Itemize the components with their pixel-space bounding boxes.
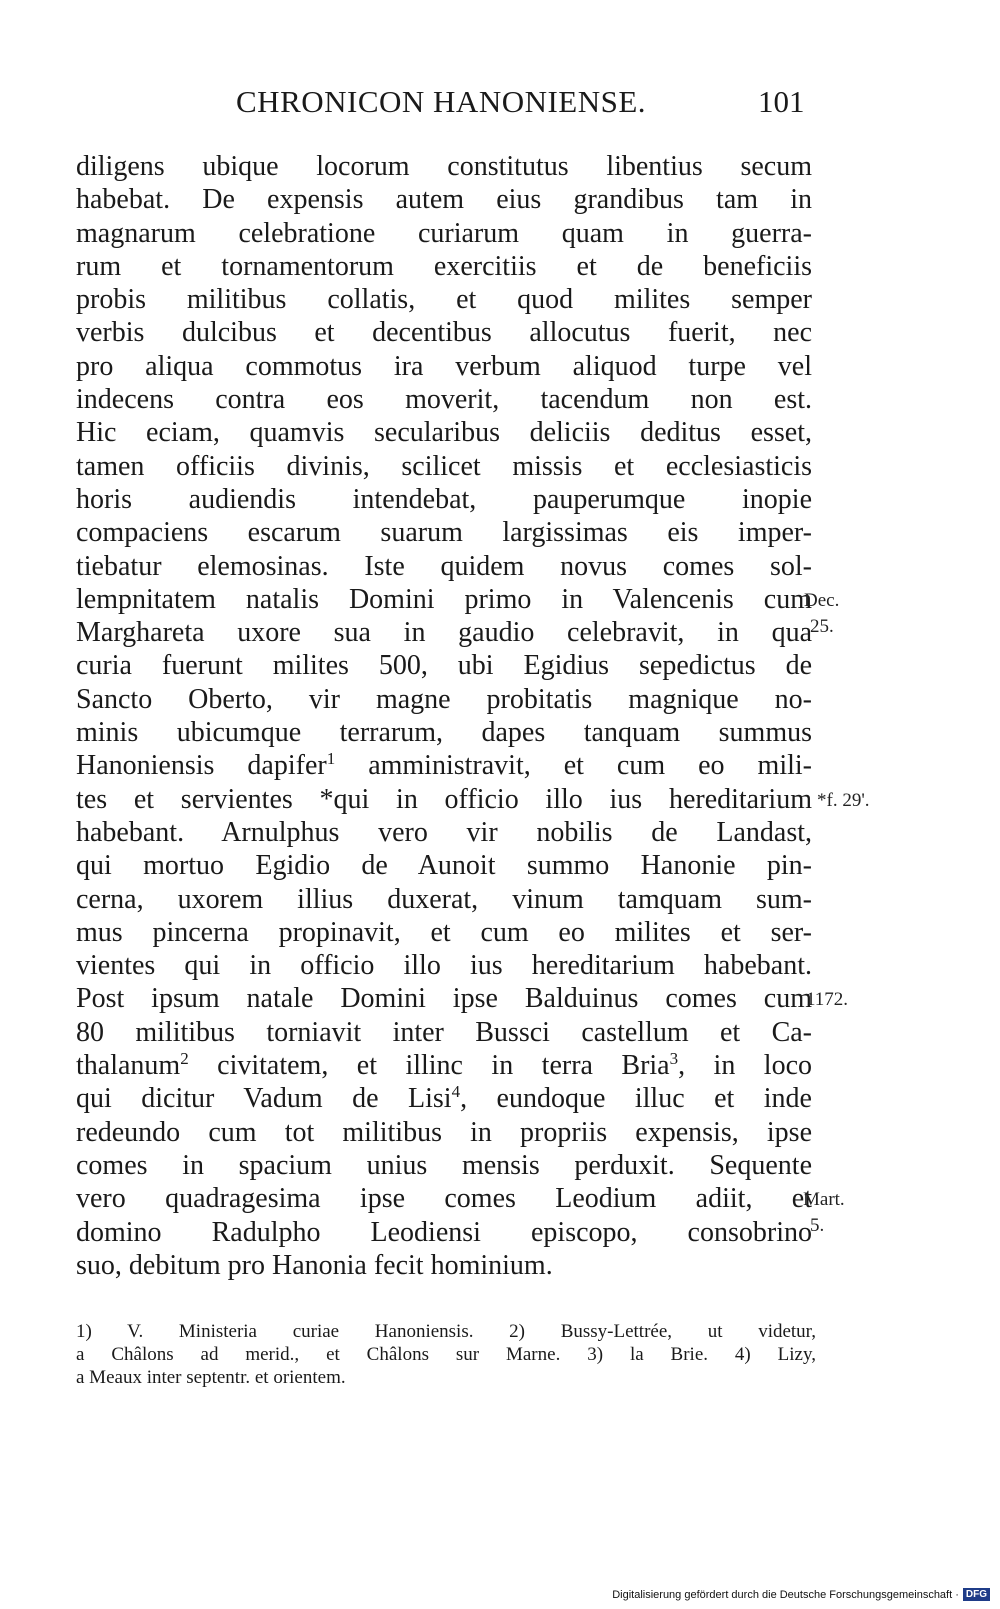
page-number: 101	[758, 84, 805, 119]
text-line	[76, 749, 812, 782]
margin-note-dec: Dec.	[804, 590, 840, 611]
text-segment: amministravit, et cum eo mili-	[335, 750, 812, 782]
text-line: vero quadragesima ipse comes Leodium adiit, et	[76, 1183, 812, 1215]
text-line: tes et servientes *qui in officio illo ius hereditarium	[76, 783, 812, 815]
text-line: habebant. Arnulphus vero vir nobilis de Landast,	[76, 816, 812, 848]
margin-note-year: 1172.	[806, 989, 849, 1010]
footnotes	[76, 1320, 816, 1389]
text-line: qui mortuo Egidio de Aunoit summo Hanonie pin-	[76, 850, 812, 882]
text-line: redeundo cum tot militibus in propriis expensis, ipse	[76, 1116, 812, 1148]
text-line: pro aliqua commotus ira verbum aliquod turpe vel	[76, 350, 812, 382]
footer-text: Digitalisierung gefördert durch die Deutsche Forschungsgemeinschaft ·	[612, 1588, 959, 1601]
text-line	[76, 1082, 812, 1115]
margin-note-mart: Mart.	[803, 1189, 845, 1210]
margin-note-dec-day: 25.	[810, 616, 834, 637]
text-segment: civitatem, et illinc in terra Bria	[188, 1050, 670, 1082]
footnote-ref: 2	[180, 1049, 189, 1069]
footnote-line: a Meaux inter septentr. et orientem.	[76, 1367, 346, 1388]
dfg-logo: DFG	[963, 1588, 990, 1601]
text-line: tamen officiis divinis, scilicet missis et ecclesiasticis	[76, 450, 812, 482]
footnote-line: 1) V. Ministeria curiae Hanoniensis. 2) Bussy-Lettrée, ut videtur,	[76, 1321, 816, 1342]
text-line: curia fuerunt milites 500, ubi Egidius sepedictus de	[76, 650, 812, 682]
footnote-ref: 3	[669, 1049, 679, 1069]
text-segment: thalanum	[76, 1050, 181, 1082]
text-line: diligens ubique locorum constitutus libentius secum	[76, 151, 812, 182]
text-line: habebat. De expensis autem eius grandibus tam in	[76, 184, 812, 216]
text-line: compaciens escarum suarum largissimas eis imper-	[76, 517, 812, 549]
text-segment: , in loco	[678, 1050, 812, 1082]
text-line: vientes qui in officio illo ius hereditarium habebant.	[76, 950, 812, 982]
text-line: Hic eciam, quamvis secularibus deliciis deditus esset,	[76, 417, 812, 449]
text-line: indecens contra eos moverit, tacendum non est.	[76, 384, 812, 416]
text-segment: , eundoque illuc et inde	[460, 1083, 812, 1115]
text-segment: qui dicitur Vadum de Lisi	[76, 1083, 452, 1115]
text-line: Post ipsum natale Domini ipse Balduinus comes cum	[76, 983, 812, 1015]
text-line: magnarum celebratione curiarum quam in guerra-	[76, 217, 812, 249]
margin-note-folio: *f. 29'.	[817, 790, 870, 811]
text-line: verbis dulcibus et decentibus allocutus fuerit, nec	[76, 317, 812, 349]
text-line: suo, debitum pro Hanonia fecit hominium.	[76, 1249, 553, 1281]
text-line: cerna, uxorem illius duxerat, vinum tamquam sum-	[76, 883, 812, 915]
text-line: rum et tornamentorum exercitiis et de beneficiis	[76, 250, 812, 282]
footnote-ref: 1	[326, 749, 336, 769]
text-line: domino Radulpho Leodiensi episcopo, consobrino	[76, 1216, 812, 1248]
text-line: Sancto Oberto, vir magne probitatis magnique no-	[76, 683, 812, 715]
text-line: tiebatur elemosinas. Iste quidem novus comes sol-	[76, 550, 812, 582]
footnote-ref: 4	[451, 1082, 461, 1102]
running-title: CHRONICON HANONIENSE.	[236, 84, 647, 119]
text-line	[76, 1049, 812, 1082]
text-line: horis audiendis intendebat, pauperumque inopie	[76, 483, 812, 515]
text-line: probis militibus collatis, et quod milites semper	[76, 284, 812, 316]
text-line: mus pincerna propinavit, et cum eo milites et ser-	[76, 916, 812, 948]
text-segment: Hanoniensis dapifer	[76, 750, 327, 782]
text-line: comes in spacium unius mensis perduxit. Sequente	[76, 1149, 812, 1181]
footnote-line: a Châlons ad merid., et Châlons sur Marne. 3) la Brie. 4) Lizy,	[76, 1344, 816, 1365]
text-line: minis ubicumque terrarum, dapes tanquam summus	[76, 717, 812, 749]
text-line: 80 militibus torniavit inter Bussci castellum et Ca-	[76, 1016, 812, 1048]
text-line: Marghareta uxore sua in gaudio celebravit, in qua	[76, 617, 812, 649]
text-line: lempnitatem natalis Domini primo in Valencenis cum	[76, 583, 812, 615]
margin-note-mart-day: 5.	[810, 1215, 825, 1236]
digitization-footer	[612, 1588, 990, 1601]
main-text	[76, 150, 812, 1282]
